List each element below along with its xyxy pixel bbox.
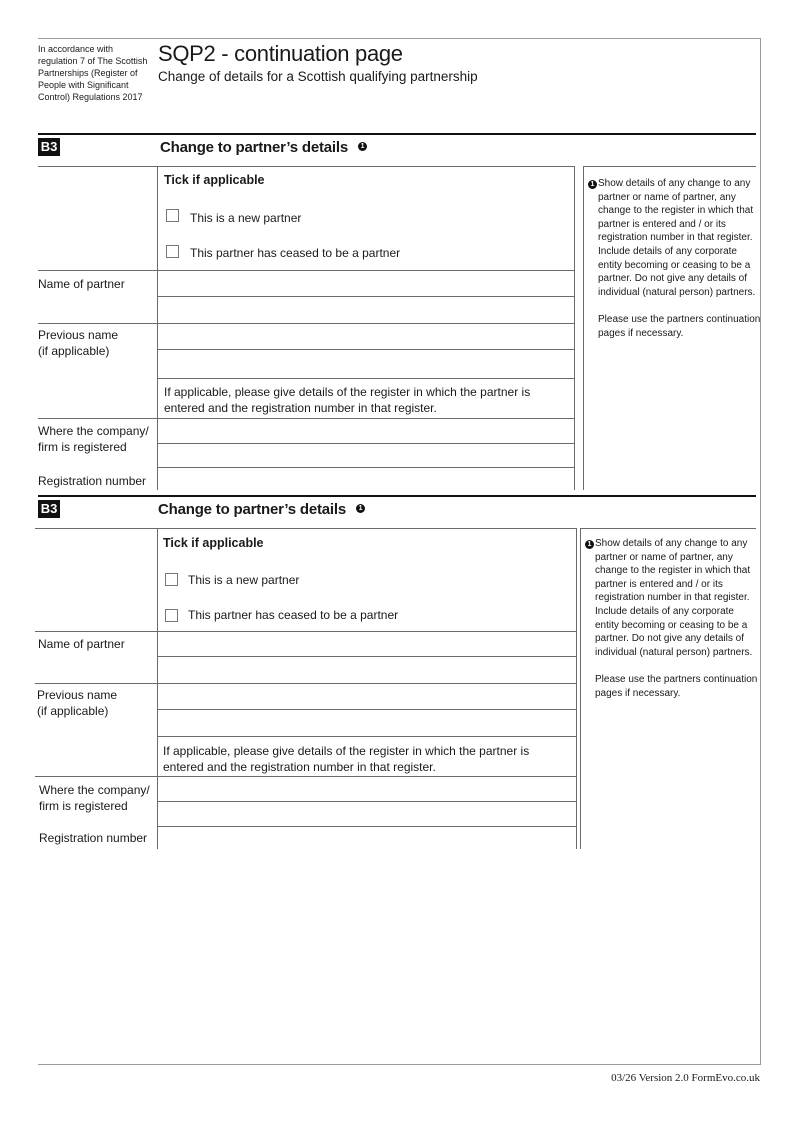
guidance-note (590, 177, 763, 341)
new-partner-label: This is a new partner (190, 211, 302, 225)
row-line (38, 323, 574, 324)
info-icon: 1 (356, 504, 365, 513)
column-line (574, 166, 575, 490)
new-partner-checkbox[interactable] (165, 573, 178, 586)
row-line (38, 270, 574, 271)
guidance-note-text: Show details of any change to any partner or name of partner, any change to the register in which that partner is entered and / or its registration number in that register. Include details of any corporate entity becoming or ceasing to be a partner. Do not give any details of individual (natural person) partners. (595, 538, 753, 658)
section-rule (38, 495, 756, 497)
row-line (157, 296, 574, 297)
tick-applicable-heading: Tick if applicable (163, 536, 264, 550)
where-registered-label-line1: Where the company/ (38, 424, 149, 438)
page-frame-top (38, 38, 761, 39)
row-line (157, 467, 574, 468)
guidance-note-continuation: Please use the partners continuation pages if necessary. (595, 674, 758, 699)
previous-name-field-1[interactable] (159, 685, 575, 707)
row-line (157, 826, 576, 827)
version-footer: 03/26 Version 2.0 FormEvo.co.uk (611, 1072, 760, 1084)
previous-name-field-2[interactable] (159, 351, 573, 373)
info-icon: 1 (358, 142, 367, 151)
section-badge: B3 (38, 500, 60, 518)
previous-name-label-line2: (if applicable) (37, 704, 109, 718)
name-of-partner-label: Name of partner (38, 637, 125, 651)
section-badge: B3 (38, 138, 60, 156)
where-registered-label (38, 423, 149, 455)
section-rule (38, 133, 756, 135)
where-registered-field-1[interactable] (159, 420, 573, 442)
register-instructions: If applicable, please give details of the register in which the partner is entered and the registration number in that register. (164, 385, 531, 415)
register-instructions: If applicable, please give details of the register in which the partner is entered and the registration number in that register. (163, 744, 530, 774)
ceased-partner-label: This partner has ceased to be a partner (190, 246, 401, 260)
new-partner-label: This is a new partner (188, 573, 300, 587)
row-line (157, 709, 576, 710)
form-subtitle: Change of details for a Scottish qualifying partnership (158, 69, 478, 84)
name-of-partner-field-2[interactable] (159, 298, 573, 320)
name-of-partner-field-1[interactable] (159, 272, 573, 294)
row-line (157, 736, 576, 737)
where-registered-label-line2: firm is registered (39, 799, 128, 813)
info-icon: 1 (588, 180, 597, 189)
section-title (160, 139, 367, 156)
column-line (157, 166, 158, 490)
where-registered-field-1[interactable] (159, 778, 575, 800)
new-partner-checkbox[interactable] (166, 209, 179, 222)
row-line (35, 776, 576, 777)
section-title (158, 501, 365, 518)
name-of-partner-label: Name of partner (38, 277, 125, 291)
registration-number-label: Registration number (38, 474, 147, 488)
section-title-text: Change to partner’s details (158, 501, 346, 518)
row-line (157, 349, 574, 350)
previous-name-label-line2: (if applicable) (38, 344, 110, 358)
row-line (35, 528, 576, 529)
info-icon: 1 (585, 540, 594, 549)
previous-name-label (38, 327, 118, 359)
previous-name-label-line1: Previous name (38, 328, 119, 342)
tick-applicable-heading: Tick if applicable (164, 173, 265, 187)
previous-name-field-1[interactable] (159, 325, 573, 347)
note-left-line (583, 166, 584, 490)
guidance-note-text: Show details of any change to any partner or name of partner, any change to the register in which that partner is entered and / or its registration number in that register. Include details of any corporate entity becoming or ceasing to be a partner. Do not give any details of individual (natural person) partners. (598, 178, 756, 298)
where-registered-label-line2: firm is registered (38, 440, 127, 454)
previous-name-label (37, 687, 117, 719)
row-line (157, 378, 574, 379)
ceased-partner-label: This partner has ceased to be a partner (188, 608, 399, 622)
registration-number-field[interactable] (159, 469, 573, 491)
where-registered-field-2[interactable] (159, 803, 575, 825)
row-line (38, 418, 574, 419)
guidance-note (587, 537, 760, 701)
row-line (35, 631, 576, 632)
where-registered-label (39, 782, 150, 814)
registration-number-field[interactable] (159, 828, 575, 850)
name-of-partner-field-2[interactable] (159, 658, 575, 680)
name-of-partner-field-1[interactable] (159, 633, 575, 655)
form-title: SQP2 - continuation page (158, 41, 403, 66)
where-registered-field-2[interactable] (159, 445, 573, 467)
ceased-partner-checkbox[interactable] (166, 245, 179, 258)
row-line (157, 801, 576, 802)
page-frame-bottom (38, 1064, 761, 1065)
ceased-partner-checkbox[interactable] (165, 609, 178, 622)
registration-number-label: Registration number (39, 831, 148, 845)
section-title-text: Change to partner’s details (160, 139, 348, 156)
row-line (157, 656, 576, 657)
previous-name-field-2[interactable] (159, 711, 575, 733)
where-registered-label-line1: Where the company/ (39, 783, 150, 797)
regulation-note: In accordance with regulation 7 of The Scottish Partnerships (Register of People with Significant Control) Regulations 2017 (38, 44, 148, 102)
partner-section-1 (0, 133, 800, 493)
note-left-line (580, 528, 581, 849)
partner-section-2 (0, 495, 800, 855)
column-line (576, 528, 577, 849)
row-line (38, 166, 574, 167)
note-top-line (583, 166, 756, 167)
row-line (35, 683, 576, 684)
previous-name-label-line1: Previous name (37, 688, 118, 702)
note-top-line (580, 528, 756, 529)
row-line (157, 443, 574, 444)
guidance-note-continuation: Please use the partners continuation pages if necessary. (598, 314, 761, 339)
